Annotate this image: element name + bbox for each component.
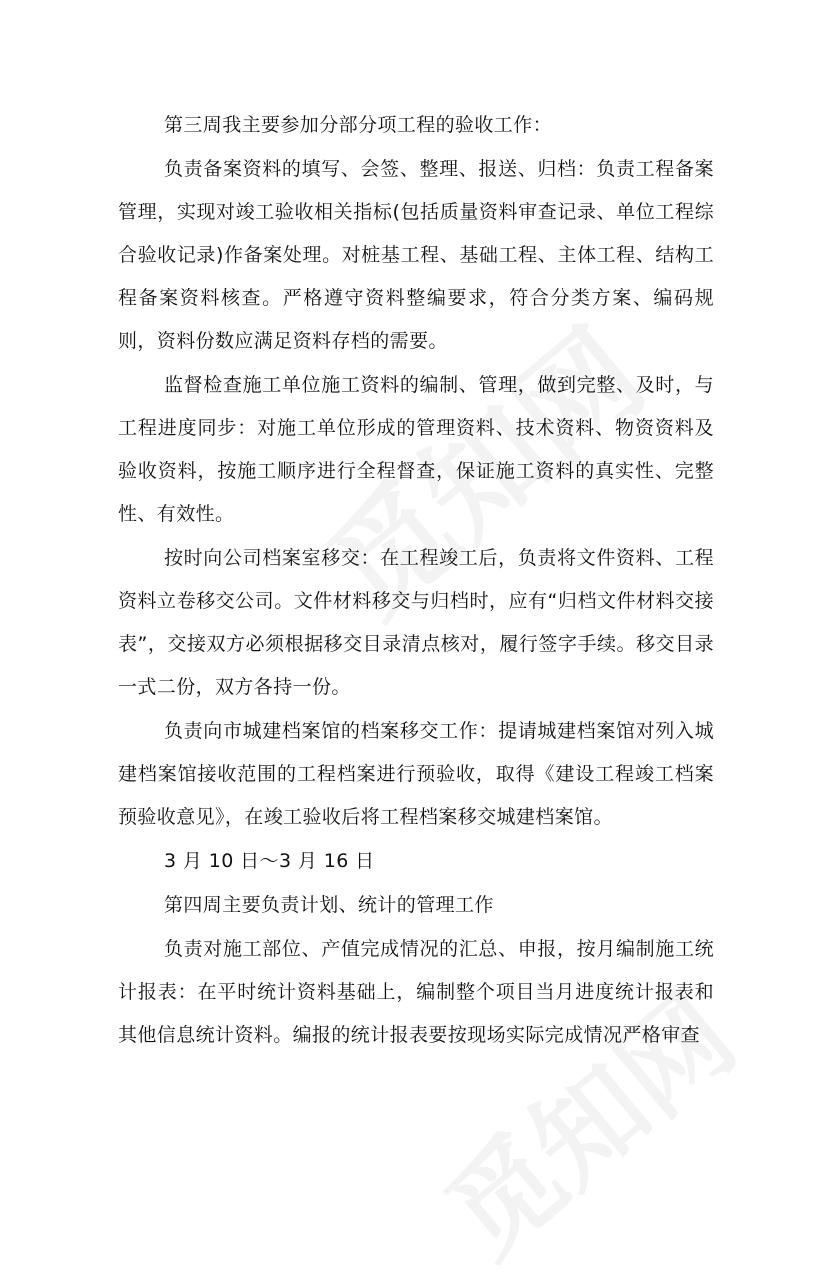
paragraph-week3-intro: 第三周我主要参加分部分项工程的验收工作： bbox=[164, 114, 553, 136]
date-range-heading: 3 月 10 日～3 月 16 日 bbox=[164, 850, 375, 872]
paragraph-filing-records: 负责备案资料的填写、会签、整理、报送、归档：负责工程备案管理，实现对竣工验收相关指标(包括质量资料审查记录、单位工程综合验收记录)作备案处理。对桩基工程、基础工程、主体工程、结构工程备案资料核查。严格遵守资料整编要求，符合分类方案、编码规则，资料份数应满足资料存档的需要。 bbox=[118, 158, 714, 352]
paragraph-transfer-to-city-archive: 负责向市城建档案馆的档案移交工作：提请城建档案馆对列入城建档案馆接收范围的工程档案进行预验收，取得《建设工程竣工档案预验收意见》，在竣工验收后将工程档案移交城建档案馆。 bbox=[118, 720, 714, 828]
paragraph-transfer-to-company-archive: 按时向公司档案室移交：在工程竣工后，负责将文件资料、工程资料立卷移交公司。文件材料移交与归档时，应有“归档文件材料交接表”，交接双方必须根据移交目录清点核对，履行签字手续。移交目录一式二份，双方各持一份。 bbox=[118, 547, 714, 698]
paragraph-statistics-reporting: 负责对施工部位、产值完成情况的汇总、申报，按月编制施工统计报表：在平时统计资料基础上，编制整个项目当月进度统计报表和其他信息统计资料。编报的统计报表要按现场实际完成情况严格审查 bbox=[118, 938, 714, 1046]
document-body bbox=[118, 104, 714, 1057]
paragraph-week4-intro: 第四周主要负责计划、统计的管理工作 bbox=[164, 894, 494, 916]
paragraph-supervise-construction-records: 监督检查施工单位施工资料的编制、管理，做到完整、及时，与工程进度同步：对施工单位形成的管理资料、技术资料、物资资料及验收资料，按施工顺序进行全程督查，保证施工资料的真实性、完整性、有效性。 bbox=[118, 374, 714, 525]
